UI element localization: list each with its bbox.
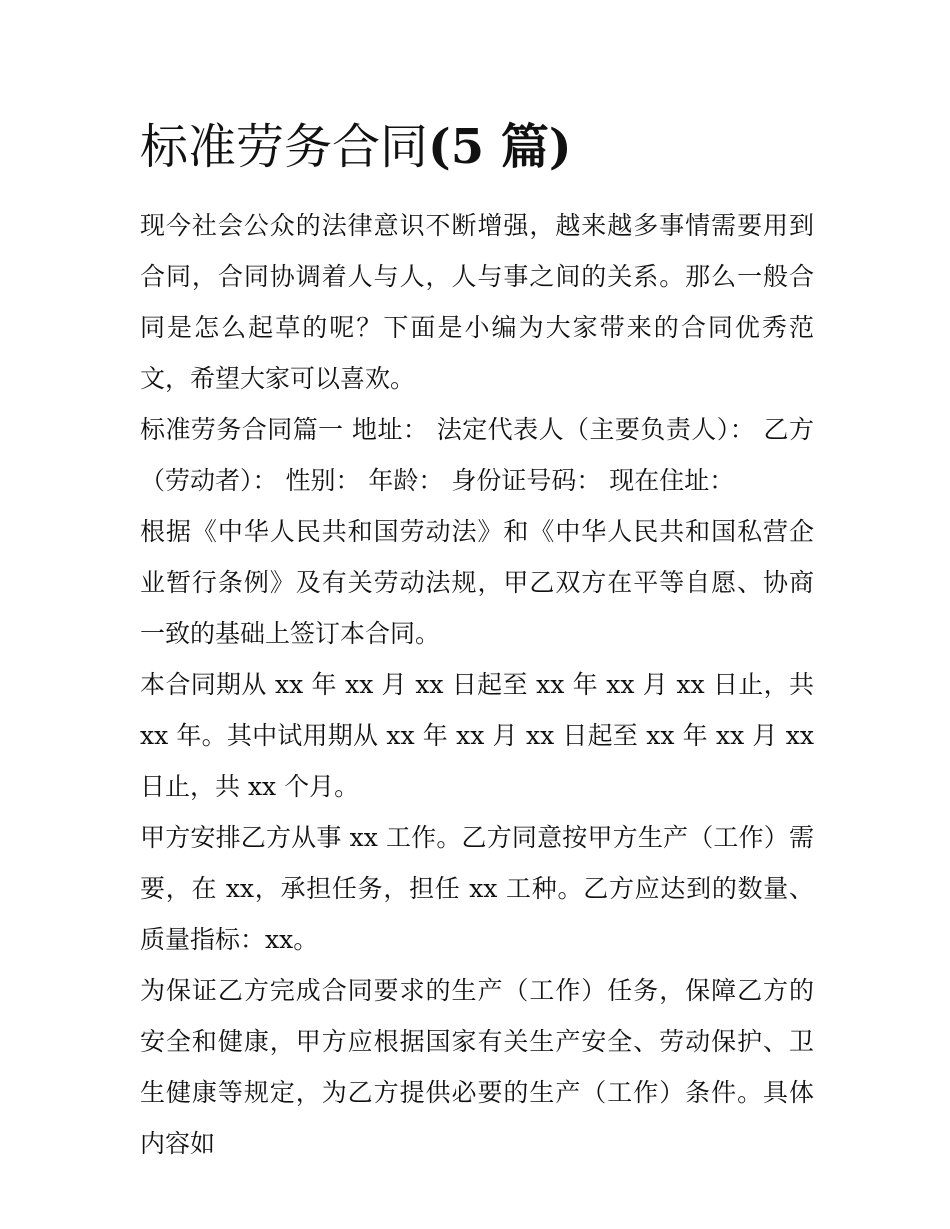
- paragraph-intro: 现今社会公众的法律意识不断增强，越来越多事情需要用到合同，合同协调着人与人，人与事之间的关系。那么一般合同是怎么起草的呢？下面是小编为大家带来的合同优秀范文，希望大家可以喜欢。: [140, 211, 814, 393]
- paragraph-parties: 标准劳务合同篇一 地址： 法定代表人（主要负责人）： 乙方（劳动者）： 性别： 年龄： 身份证号码： 现在住址：: [140, 415, 814, 495]
- title-suffix: (5 篇): [428, 119, 572, 175]
- paragraph-contract-term: 本合同期从 xx 年 xx 月 xx 日起至 xx 年 xx 月 xx 日止，共 xx 年。其中试用期从 xx 年 xx 月 xx 日起至 xx 年 xx 月 xx 日止，共 xx 个月。: [140, 670, 814, 801]
- paragraph-job-assignment: 甲方安排乙方从事 xx 工作。乙方同意按甲方生产（工作）需要，在 xx，承担任务，担任 xx 工种。乙方应达到的数量、质量指标：xx。: [140, 823, 814, 954]
- paragraph-work-conditions: 为保证乙方完成合同要求的生产（工作）任务，保障乙方的安全和健康，甲方应根据国家有关生产安全、劳动保护、卫生健康等规定，为乙方提供必要的生产（工作）条件。具体内容如: [140, 976, 814, 1158]
- title-main: 标准劳务合同: [140, 119, 429, 175]
- document-page: [140, 112, 814, 1169]
- document-title: [140, 112, 814, 182]
- paragraph-legal-basis: 根据《中华人民共和国劳动法》和《中华人民共和国私营企业暂行条例》及有关劳动法规，甲乙双方在平等自愿、协商一致的基础上签订本合同。: [140, 517, 814, 648]
